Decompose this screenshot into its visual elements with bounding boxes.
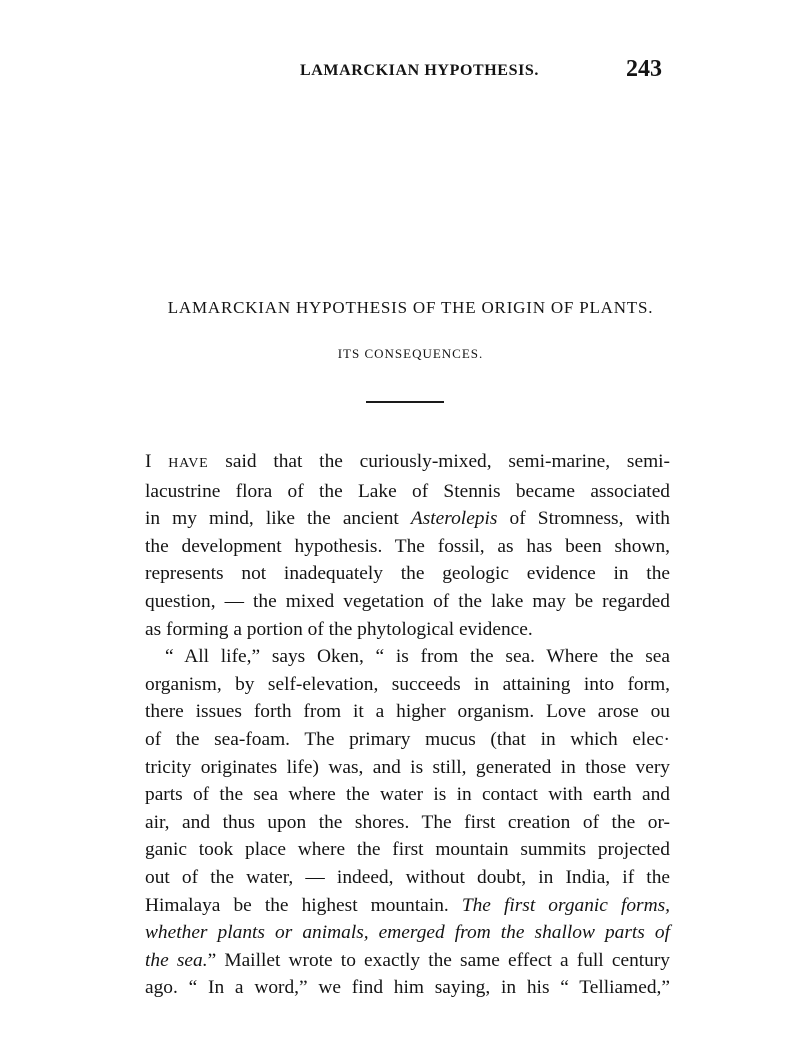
chapter-subtitle: ITS CONSEQUENCES. xyxy=(337,346,484,361)
small-caps-word: HAVE xyxy=(168,456,209,471)
text-line: air, and thus upon the shores. The first creation of the or- xyxy=(145,811,670,833)
italic-quote: whether plants or animals, emerged from the shallow parts of xyxy=(145,922,670,944)
text-line: represents not inadequately the geologic evidence in the xyxy=(145,563,670,585)
text-line: as forming a portion of the phytological evidence. xyxy=(145,618,533,640)
text-line: ago. “ In a word,” we find him saying, in his “ Telliamed,” xyxy=(145,977,670,999)
body-text xyxy=(145,448,670,1002)
text-line xyxy=(145,919,670,947)
text-line: the development hypothesis. The fossil, as has been shown, xyxy=(145,535,670,557)
chapter-title: LAMARCKIAN HYPOTHESIS OF THE ORIGIN OF PLANTS. xyxy=(167,298,654,317)
italic-term: Asterolepis xyxy=(410,508,498,530)
text-line: I HAVE said that the curiously-mixed, semi-marine, semi- xyxy=(145,451,670,472)
text-line: the sea.” Maillet wrote to exactly the same effect a full century xyxy=(145,949,670,971)
text-line: organism, by self-elevation, succeeds in attaining into form, xyxy=(145,673,670,695)
drop-word: I xyxy=(145,451,169,472)
text-line: out of the water, — indeed, without doubt, in India, if the xyxy=(145,866,670,888)
text-line: Himalaya be the highest mountain. The first organic forms, xyxy=(145,894,671,916)
running-head: LAMARCKIAN HYPOTHESIS. xyxy=(300,62,540,79)
italic-quote: the sea. xyxy=(145,949,208,971)
text-line: there issues forth from it a higher organism. Love arose ou xyxy=(145,701,670,723)
page-number: 243 xyxy=(626,56,662,82)
text-line: of the sea-foam. The primary mucus (that in which elec· xyxy=(145,728,670,750)
text-line: lacustrine flora of the Lake of Stennis became associated xyxy=(145,480,670,502)
text-line: “ All life,” says Oken, “ is from the sea. Where the sea xyxy=(165,646,670,668)
text-line: parts of the sea where the water is in contact with earth and xyxy=(145,784,670,806)
italic-quote: The first organic forms, xyxy=(461,894,671,916)
text-line: ganic took place where the first mountain summits projected xyxy=(145,839,670,861)
text-line: question, — the mixed vegetation of the lake may be regarded xyxy=(145,590,670,612)
section-divider xyxy=(366,401,444,403)
text-line: tricity originates life) was, and is still, generated in those very xyxy=(145,756,670,778)
text-line: in my mind, like the ancient Asterolepis of Stromness, with xyxy=(145,508,670,530)
